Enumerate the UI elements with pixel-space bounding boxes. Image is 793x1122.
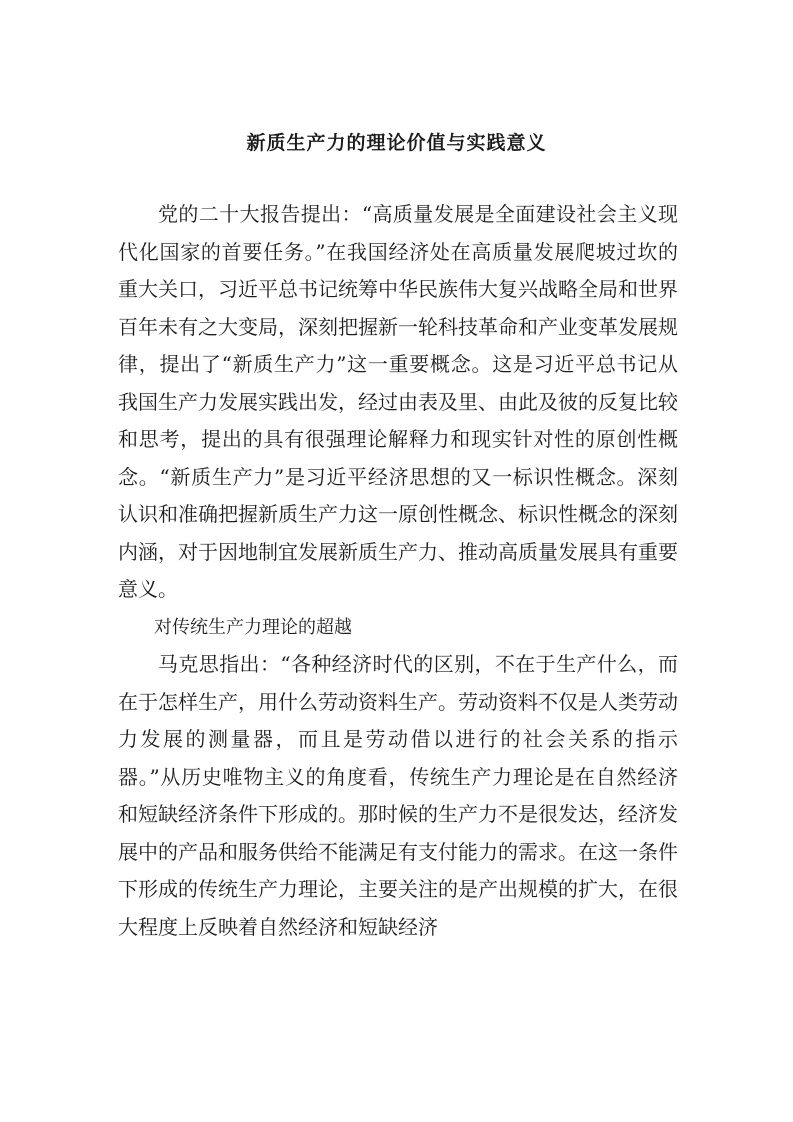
document-body — [118, 196, 678, 946]
section-heading: 对传统生产力理论的超越 — [154, 616, 352, 638]
intro-paragraph: 党的二十大报告提出：“高质量发展是全面建设社会主义现代化国家的首要任务。”在我国经济处在高质量发展爬坡过坎的重大关口，习近平总书记统筹中华民族伟大复兴战略全局和世界百年未有之大变局，深刻把握新一轮科技革命和产业变革发展规律，提出了“新质生产力”这一重要概念。这是习近平总书记从我国生产力发展实践出发，经过由表及里、由此及彼的反复比较和思考，提出的具有很强理论解释力和现实针对性的原创性概念。“新质生产力”是习近平经济思想的又一标识性概念。深刻认识和准确把握新质生产力这一原创性概念、标识性概念的深刻内涵，对于因地制宜发展新质生产力、推动高质量发展具有重要意义。 — [118, 202, 678, 601]
document-title: 新质生产力的理论价值与实践意义 — [246, 132, 547, 154]
section-paragraph: 马克思指出：“各种经济时代的区别，不在于生产什么，而在于怎样生产，用什么劳动资料生产。劳动资料不仅是人类劳动力发展的测量器，而且是劳动借以进行的社会关系的指示器。”从历史唯物主义的角度看，传统生产力理论是在自然经济和短缺经济条件下形成的。那时候的生产力不是很发达，经济发展中的产品和服务供给不能满足有支付能力的需求。在这一条件下形成的传统生产力理论，主要关注的是产出规模的扩大，在很大程度上反映着自然经济和短缺经济 — [118, 652, 678, 939]
